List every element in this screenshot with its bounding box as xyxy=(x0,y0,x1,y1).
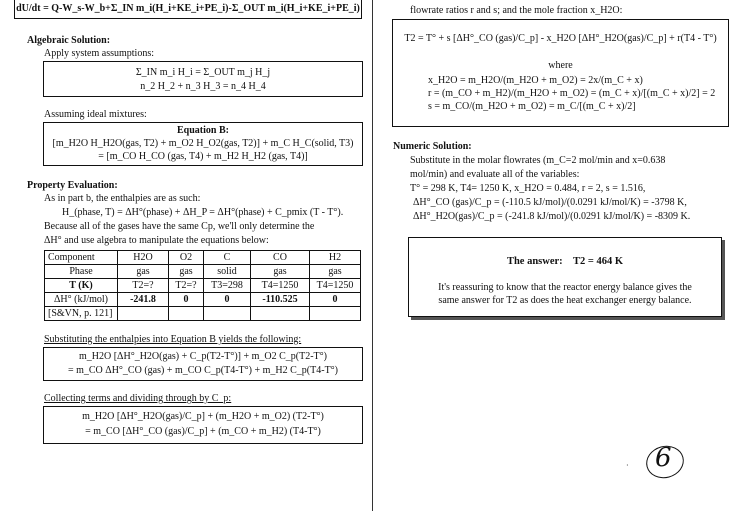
table-cell: 0 xyxy=(169,293,204,307)
equation-b2: = [m_CO H_CO (gas, T4) + m_H2 H_H2 (gas, T4)] xyxy=(98,151,308,162)
reassure-text-2: same answer for T2 as does the heat exchanger energy balance. xyxy=(438,295,692,306)
table-cell: T2=? xyxy=(169,279,204,293)
table-header-cell: H2 xyxy=(310,251,361,265)
flowrate-ratio-text: flowrate ratios r and s; and the mole fraction x_H2O: xyxy=(410,5,623,16)
table-row xyxy=(45,279,361,293)
table-cell: T4=1250 xyxy=(251,279,310,293)
table-row xyxy=(45,293,361,307)
equation-c-box xyxy=(43,347,363,381)
column-divider xyxy=(372,0,373,511)
table-cell: gas xyxy=(310,265,361,279)
table-header-cell: H2O xyxy=(118,251,169,265)
equation-a2: n_2 H_2 + n_3 H_3 = n_4 H_4 xyxy=(140,81,266,92)
equation-e2: x_H2O = m_H2O/(m_H2O + m_O2) = 2x/(m_C + x) xyxy=(428,75,643,86)
table-cell: 0 xyxy=(204,293,251,307)
answer-line xyxy=(409,256,721,268)
table-header-row xyxy=(45,251,361,265)
equation-c1: m_H2O [ΔH°_H2O(gas) + C_p(T2-T°)] + m_O2 C_p(T2-T°) xyxy=(79,351,327,362)
property-text-2: Because all of the gases have the same Cp, we'll only determine the xyxy=(44,221,315,232)
table-cell xyxy=(310,307,361,321)
table-cell: -110.525 xyxy=(251,293,310,307)
table-header-cell: Component xyxy=(45,251,118,265)
table-cell xyxy=(251,307,310,321)
table-row xyxy=(45,265,361,279)
numeric-co-ratio: ΔH°_CO (gas)/C_p = (-110.5 kJ/mol)/(0.0291 kJ/mol/K) = -3798 K, xyxy=(413,197,687,208)
assumptions-equation-box xyxy=(43,61,363,97)
equation-b1: [m_H2O H_H2O(gas, T2) + m_O2 H_O2(gas, T2)] + m_C H_C(solid, T3) xyxy=(52,138,354,149)
table-cell: solid xyxy=(204,265,251,279)
numeric-values: T° = 298 K, T4= 1250 K, x_H2O = 0.484, r = 2, s = 1.516, xyxy=(410,183,646,194)
property-text-1: As in part b, the enthalpies are as such: xyxy=(44,193,201,204)
numeric-solution-heading: Numeric Solution: xyxy=(393,141,472,152)
reassure-text-1: It's reassuring to know that the reactor energy balance gives the xyxy=(438,282,692,293)
table-cell: 0 xyxy=(310,293,361,307)
equation-c2: = m_CO ΔH°_CO (gas) + m_CO C_p(T4-T°) + m_H2 C_p(T4-T°) xyxy=(67,365,339,376)
apply-assumptions-text: Apply system assumptions: xyxy=(44,48,155,59)
table-cell: T3=298 xyxy=(204,279,251,293)
table-cell: ΔH° (kJ/mol) xyxy=(45,293,118,307)
equation-d1: m_H2O [ΔH°_H2O(gas)/C_p] + (m_H2O + m_O2) (T2-T°) xyxy=(82,411,324,422)
table-cell: Phase xyxy=(45,265,118,279)
enthalpy-table xyxy=(44,250,361,321)
table-cell xyxy=(204,307,251,321)
table-cell xyxy=(118,307,169,321)
equation-d-box xyxy=(43,406,363,444)
numeric-text-1: Substitute in the molar flowrates (m_C=2 mol/min and x=0.638 xyxy=(410,155,666,166)
pen-mark: · xyxy=(626,461,629,470)
table-cell: T4=1250 xyxy=(310,279,361,293)
equation-e4: s = m_CO/(m_H2O + m_O2) = m_C/[(m_C + x)/2] xyxy=(428,101,636,112)
energy-balance-equation: dU/dt = Q-W_s-W_b+Σ_IN m_i(H_i+KE_i+PE_i)-Σ_OUT m_i(H_i+KE_i+PE_i) xyxy=(16,3,360,14)
property-evaluation-heading: Property Evaluation: xyxy=(27,180,118,191)
energy-balance-box xyxy=(14,0,362,19)
equation-e1: T2 = T° + s [ΔH°_CO (gas)/C_p] - x_H2O [ΔH°_H2O(gas)/C_p] + r(T4 - T°) xyxy=(404,33,717,44)
where-label: where xyxy=(548,60,573,71)
table-cell: [S&VN, p. 121] xyxy=(45,307,118,321)
table-cell: gas xyxy=(169,265,204,279)
enthalpy-formula: H_(phase, T) = ΔH°(phase) + ΔH_P = ΔH°(phase) + C_pmix (T - T°). xyxy=(62,207,344,218)
answer-box xyxy=(408,237,722,317)
table-cell xyxy=(169,307,204,321)
property-text-3: ΔH° and use algebra to manipulate the equations below: xyxy=(44,235,269,246)
table-cell: gas xyxy=(118,265,169,279)
table-cell: gas xyxy=(251,265,310,279)
algebraic-solution-heading: Algebraic Solution: xyxy=(27,35,111,46)
equation-e-box xyxy=(392,19,729,127)
equation-e3: r = (m_CO + m_H2)/(m_H2O + m_O2) = (m_C + x)/[(m_C + x)/2] = 2 xyxy=(428,88,716,99)
answer-label: The answer: xyxy=(506,256,563,267)
numeric-h2o-ratio: ΔH°_H2O(gas)/C_p = (-241.8 kJ/mol)/(0.0291 kJ/mol/K) = -8309 K. xyxy=(413,211,691,222)
ideal-mixtures-text: Assuming ideal mixtures: xyxy=(44,109,147,120)
equation-b-box xyxy=(43,122,363,166)
answer-value: T2 = 464 K xyxy=(573,256,624,267)
substituting-text: Substituting the enthalpies into Equation B yields the following: xyxy=(44,334,302,345)
equation-d2: = m_CO [ΔH°_CO (gas)/C_p] + (m_CO + m_H2) (T4-T°) xyxy=(85,426,321,437)
numeric-text-2: mol/min) and evaluate all of the variables: xyxy=(410,169,580,180)
page-number: 6 xyxy=(655,443,672,473)
table-cell: T (K) xyxy=(45,279,118,293)
table-row xyxy=(45,307,361,321)
table-header-cell: C xyxy=(204,251,251,265)
table-header-cell: CO xyxy=(251,251,310,265)
table-header-cell: O2 xyxy=(169,251,204,265)
collecting-terms-text: Collecting terms and dividing through by C_p: xyxy=(44,393,232,404)
table-cell: -241.8 xyxy=(118,293,169,307)
equation-a1: Σ_IN m_i H_i = Σ_OUT m_j H_j xyxy=(135,67,271,78)
table-cell: T2=? xyxy=(118,279,169,293)
equation-b-title: Equation B: xyxy=(177,125,229,136)
